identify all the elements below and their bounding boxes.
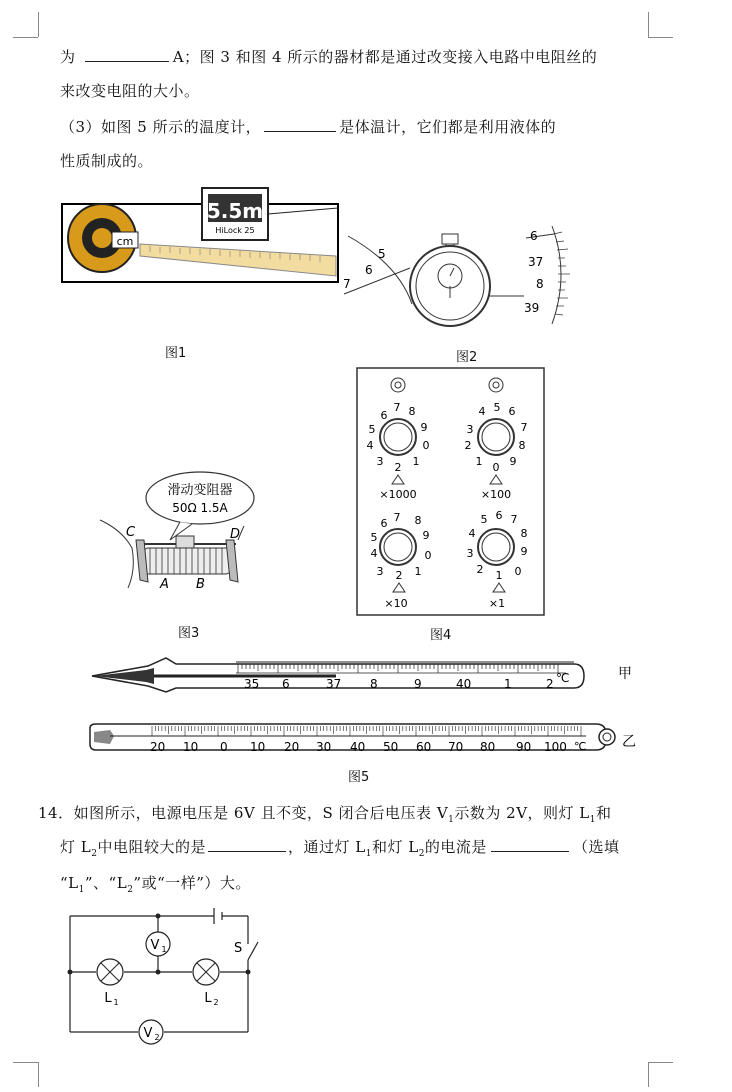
thermometer-yi-label: 乙 <box>622 734 636 750</box>
q14-line3-sub1: 1 <box>78 885 85 895</box>
crop-mark-tr-h <box>648 37 673 38</box>
q14-line1-end: 和 <box>596 804 612 822</box>
q14-line1-start: 14．如图所示，电源电压是 6V 且不变，S 闭合后电压表 V <box>38 804 449 822</box>
svg-text:2: 2 <box>464 439 472 452</box>
jia-tick-2: 2 <box>546 677 554 691</box>
svg-text:6: 6 <box>380 517 388 530</box>
figure-3-rheostat <box>92 470 260 610</box>
svg-text:7: 7 <box>393 401 401 414</box>
q14-l1-sub: 1 <box>589 815 596 825</box>
q13-line4: 性质制成的。 <box>60 152 154 170</box>
svg-text:6: 6 <box>508 405 516 418</box>
yi-unit: ℃ <box>574 740 587 753</box>
q14-line3-a: “L <box>60 874 79 892</box>
yi-tick-60: 60 <box>416 740 432 754</box>
q13-line1-end: A；图 3 和图 4 所示的器材都是通过改变接入电路中电阻丝的 <box>172 48 598 66</box>
svg-text:3: 3 <box>466 547 474 560</box>
yi-tick-40: 40 <box>350 740 366 754</box>
tape-unit-label: cm <box>116 235 134 248</box>
tape-brand-label: 5.5m <box>206 199 264 223</box>
yi-tick-80: 80 <box>480 740 496 754</box>
q14-line3 <box>60 872 251 895</box>
svg-text:1: 1 <box>475 455 483 468</box>
yi-tick-20: 20 <box>150 740 166 754</box>
svg-text:4: 4 <box>468 527 476 540</box>
svg-text:0: 0 <box>422 439 430 452</box>
svg-text:7: 7 <box>510 513 518 526</box>
q14-line2-c: ，通过灯 L <box>287 838 366 856</box>
svg-text:1: 1 <box>414 565 422 578</box>
svg-text:5: 5 <box>370 531 378 544</box>
svg-text:8: 8 <box>408 405 416 418</box>
v2-sub: 2 <box>154 1033 160 1042</box>
lamp-l2 <box>193 959 219 1007</box>
knob-hundreds-multiplier: ×100 <box>480 488 512 501</box>
svg-text:9: 9 <box>509 455 517 468</box>
svg-text:0: 0 <box>492 461 500 474</box>
q14-line1 <box>38 802 612 825</box>
terminal-b-label: B <box>196 577 205 592</box>
figure-4-resistance-box <box>356 367 546 617</box>
rheostat-label-bubble <box>146 472 254 524</box>
crop-mark-tr-v <box>648 12 649 37</box>
answer-blank-2[interactable] <box>264 117 336 132</box>
yi-tick-0: 0 <box>220 740 228 754</box>
jia-tick-37: 37 <box>326 677 342 691</box>
knob-ones-multiplier: ×1 <box>488 597 506 610</box>
l2-sub: 2 <box>213 998 219 1007</box>
figure-1-caption: 图1 <box>165 346 187 361</box>
circuit-diagram <box>62 904 262 1046</box>
jia-tick-1: 1 <box>504 677 512 691</box>
svg-text:6: 6 <box>380 409 388 422</box>
answer-blank-4[interactable] <box>491 837 569 852</box>
q14-v1-sub: 1 <box>448 815 455 825</box>
jia-tick-8: 8 <box>370 677 378 691</box>
svg-text:0: 0 <box>514 565 522 578</box>
crop-mark-bl-v <box>38 1062 39 1087</box>
stopwatch-right-label-37: 37 <box>528 255 544 269</box>
l1-sub: 1 <box>113 998 119 1007</box>
q13-line1 <box>60 46 597 67</box>
svg-text:4: 4 <box>478 405 486 418</box>
answer-blank-1[interactable] <box>85 47 169 62</box>
svg-text:8: 8 <box>520 527 528 540</box>
q13-line1-start: 为 <box>60 48 76 66</box>
thermometer-jia-label: 甲 <box>618 666 632 682</box>
yi-tick-30: 30 <box>316 740 332 754</box>
figure-2-caption: 图2 <box>456 350 478 365</box>
svg-text:0: 0 <box>424 549 432 562</box>
figure-1-tape-measure <box>60 186 342 286</box>
svg-text:8: 8 <box>414 514 422 527</box>
knob-tens-multiplier: ×10 <box>384 597 408 610</box>
q13-line2: 来改变电阻的大小。 <box>60 82 200 100</box>
lamp-l1 <box>97 959 123 1007</box>
q14-line2-f: （选填 <box>572 838 620 856</box>
yi-tick-10b: 10 <box>250 740 266 754</box>
v1-label: V <box>150 938 160 953</box>
svg-text:9: 9 <box>422 529 430 542</box>
q14-l2b-sub: 2 <box>418 849 425 859</box>
svg-text:5: 5 <box>368 423 376 436</box>
yi-tick-50: 50 <box>383 740 399 754</box>
terminal-c-label: C <box>126 525 136 540</box>
crop-mark-tl-h <box>13 37 38 38</box>
q13-line3-start: （3）如图 5 所示的温度计， <box>60 118 262 136</box>
yi-tick-20b: 20 <box>284 740 300 754</box>
svg-text:1: 1 <box>412 455 420 468</box>
svg-text:2: 2 <box>395 569 403 582</box>
switch-s-label: S <box>234 941 243 956</box>
thermometer-yi <box>90 724 615 754</box>
crop-mark-br-v <box>648 1062 649 1087</box>
svg-text:5: 5 <box>493 401 501 414</box>
yi-tick-100: 100 <box>544 740 567 754</box>
jia-tick-35: 35 <box>244 677 260 691</box>
jia-tick-40: 40 <box>456 677 472 691</box>
svg-text:1: 1 <box>495 569 503 582</box>
stopwatch-left-label-7: 7 <box>343 277 351 291</box>
svg-text:9: 9 <box>420 421 428 434</box>
q14-line3-b: ”、“L <box>84 874 128 892</box>
stopwatch-left-label-5: 5 <box>378 247 386 261</box>
v2-label: V <box>143 1026 153 1041</box>
svg-text:3: 3 <box>466 423 474 436</box>
jia-tick-6: 6 <box>282 677 290 691</box>
jia-unit: ℃ <box>556 671 570 685</box>
svg-text:3: 3 <box>376 565 384 578</box>
svg-text:6: 6 <box>495 509 503 522</box>
svg-text:4: 4 <box>370 547 378 560</box>
q14-line3-c: ”或“一样”）大。 <box>133 874 251 892</box>
l1-label: L <box>104 991 112 1006</box>
stopwatch-right-label-39: 39 <box>524 301 540 315</box>
svg-text:7: 7 <box>393 511 401 524</box>
q13-line3-end: 是体温计，它们都是利用液体的 <box>339 118 557 136</box>
figure-2-stopwatch <box>338 224 598 336</box>
q14-line2-a: 灯 L <box>60 838 92 856</box>
crop-mark-bl-h <box>13 1062 38 1063</box>
q13-line3 <box>60 116 556 137</box>
voltmeter-v1 <box>146 932 170 956</box>
stopwatch-right-label-6: 6 <box>530 229 538 243</box>
stopwatch-left-label-6: 6 <box>365 263 373 277</box>
svg-text:2: 2 <box>476 563 484 576</box>
svg-text:2: 2 <box>394 461 402 474</box>
q14-l2-sub: 2 <box>91 849 98 859</box>
yi-tick-70: 70 <box>448 740 464 754</box>
answer-blank-3[interactable] <box>208 837 286 852</box>
svg-text:9: 9 <box>520 545 528 558</box>
svg-text:8: 8 <box>518 439 526 452</box>
yi-tick-10: 10 <box>183 740 199 754</box>
q14-line2-e: 的电流是 <box>424 838 487 856</box>
svg-text:5: 5 <box>480 513 488 526</box>
stopwatch-right-label-8: 8 <box>536 277 544 291</box>
tape-brand-sub: HiLock 25 <box>215 226 255 235</box>
svg-text:4: 4 <box>366 439 374 452</box>
figure-3-caption: 图3 <box>178 626 200 641</box>
voltmeter-v2 <box>139 1020 163 1044</box>
q14-line2-b: 中电阻较大的是 <box>97 838 206 856</box>
q14-l1b-sub: 1 <box>365 849 372 859</box>
v1-sub: 1 <box>161 945 167 954</box>
crop-mark-tl-v <box>38 12 39 37</box>
q14-line1-mid: 示数为 2V，则灯 L <box>454 804 590 822</box>
q14-line3-sub2: 2 <box>127 885 134 895</box>
l2-label: L <box>204 991 212 1006</box>
knob-thousands-multiplier: ×1000 <box>379 488 417 501</box>
figure-5-caption: 图5 <box>348 770 370 785</box>
crop-mark-br-h <box>648 1062 673 1063</box>
yi-tick-90: 90 <box>516 740 532 754</box>
q14-line2 <box>60 836 619 859</box>
terminal-a-label: A <box>160 577 169 592</box>
svg-text:7: 7 <box>520 421 528 434</box>
figure-4-caption: 图4 <box>430 628 452 643</box>
terminal-d-label: D <box>230 527 241 542</box>
thermometer-jia <box>92 658 584 692</box>
figure-5-thermometers <box>86 654 646 766</box>
svg-text:3: 3 <box>376 455 384 468</box>
jia-tick-9: 9 <box>414 677 422 691</box>
rheostat-rating: 50Ω 1.5A <box>172 501 228 515</box>
q14-line2-d: 和灯 L <box>371 838 419 856</box>
rheostat-title: 滑动变阻器 <box>167 483 233 498</box>
